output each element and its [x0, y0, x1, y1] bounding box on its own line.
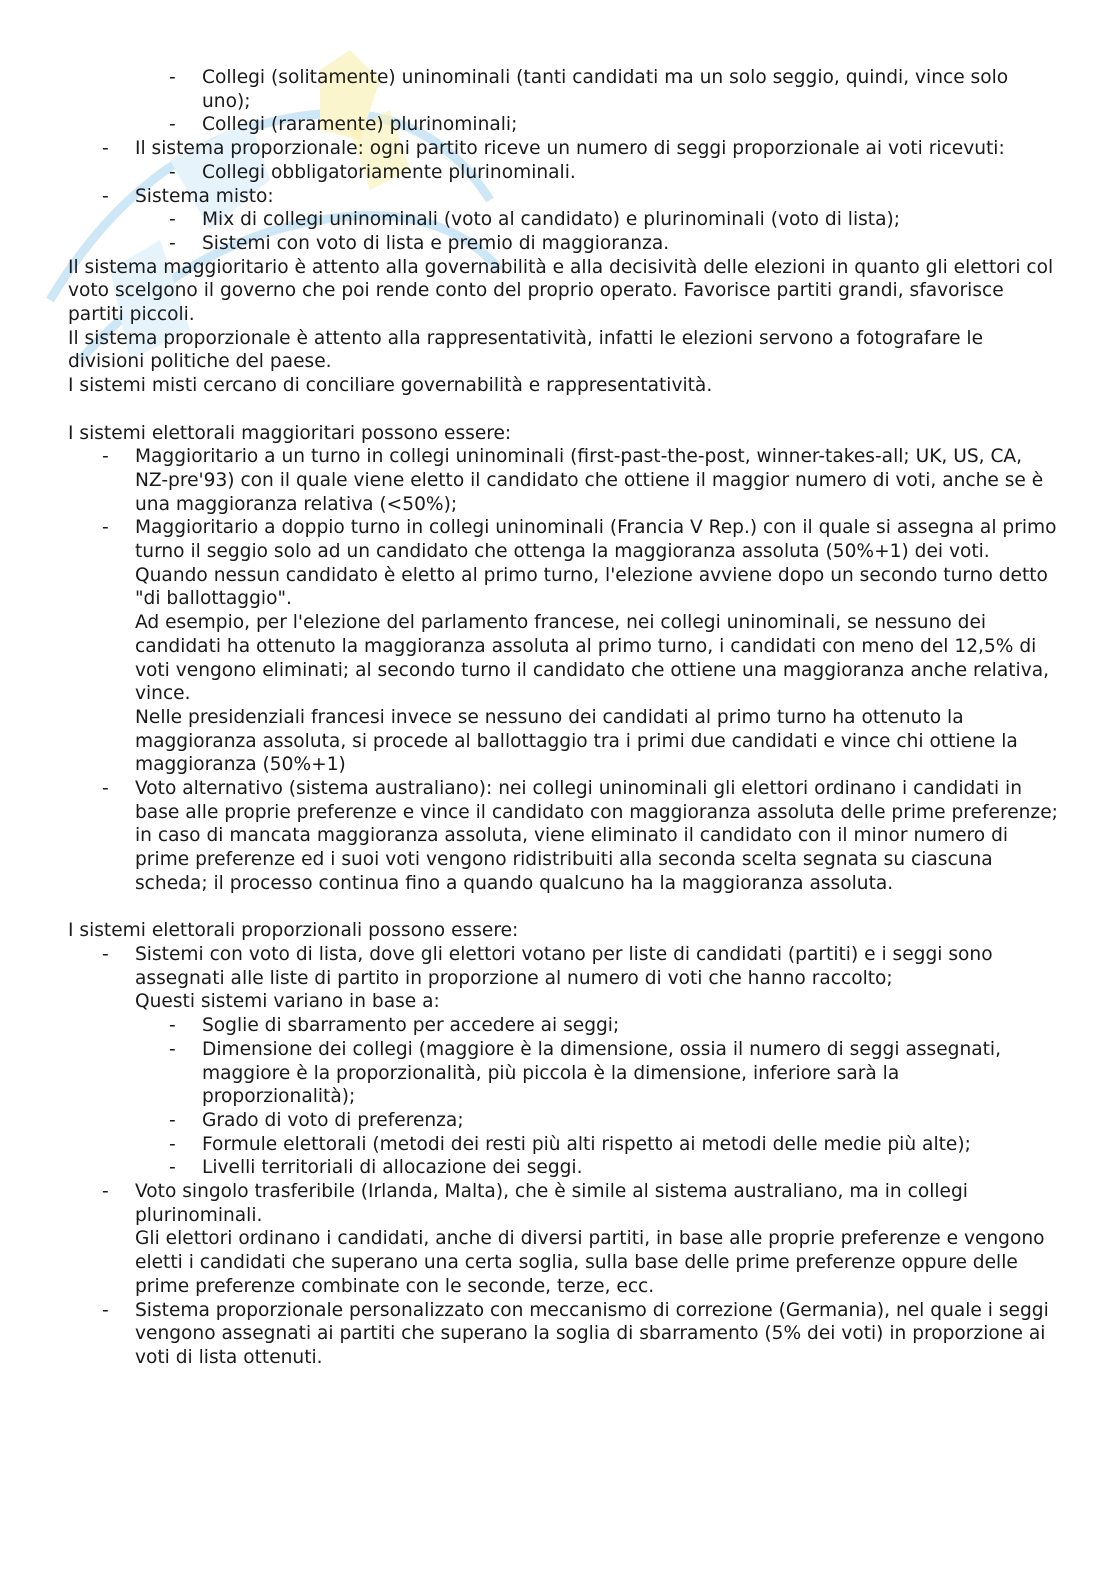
list-item: - Collegi (solitamente) uninominali (tanti candidati ma un solo seggio, quindi, vince solo uno); [169, 67, 1009, 112]
list-item: - Mix di collegi uninominali (voto al candidato) e plurinominali (voto di lista); [169, 209, 901, 231]
list-item: - Maggioritario a un turno in collegi uninominali (first-past-the-post, winner-takes-all; UK, US, CA, NZ-pre'93) con il quale viene eletto il candidato che ottiene il maggior numero di voti, anche se è una maggioranza relativa (<50%); [102, 446, 1044, 515]
list-item: - Collegi (raramente) plurinominali; [169, 114, 518, 136]
list-item: - Voto singolo trasferibile (Irlanda, Malta), che è simile al sistema australiano, ma in collegi plurinominali. [102, 1181, 968, 1226]
list-item-continuation: Gli elettori ordinano i candidati, anche di diversi partiti, in base alle proprie preferenze e vengono eletti i candidati che superano una certa soglia, sulla base delle prime preferenze oppure delle prime preferenze combinate con le seconde, terze, ecc. [135, 1228, 1045, 1297]
list-item-continuation: Ad esempio, per l'elezione del parlamento francese, nei collegi uninominali, se nessuno dei candidati ha ottenuto la maggioranza assoluta al primo turno, i candidati con meno del 12,5% di voti vengono eliminati; al secondo turno il candidato che ottiene una maggioranza anche relativa, vince. [135, 612, 1050, 705]
sub-list-item: - Grado di voto di preferenza; [169, 1109, 464, 1131]
list-item-continuation: Nelle presidenziali francesi invece se nessuno dei candidati al primo turno ha ottenuto la maggioranza assoluta, si procede al ballottaggio tra i primi due candidati e vince chi ottiene la maggioranza (50%+1) [135, 706, 1018, 776]
heading-maggioritari: I sistemi elettorali maggioritari possono essere: [68, 422, 512, 444]
list-item: - Voto alternativo (sistema australiano): nei collegi uninominali gli elettori ordinano i candidati in base alle proprie preferenze e vince il candidato con maggioranza assoluta delle prime preferenze; in caso di mancata maggioranza assoluta, viene eliminato il candidato con il minor numero di prime preferenze ed i suoi voti vengono ridistribuiti alla seconda scelta segnata su ciascuna scheda; il processo continua fino a quando qualcuno ha la maggioranza assoluta. [102, 778, 1058, 894]
list-item-continuation: Quando nessun candidato è eletto al primo turno, l'elezione avviene dopo un secondo turno detto "di ballottaggio". [135, 564, 1048, 610]
list-item: - Sistema misto: [102, 185, 274, 207]
list-item-continuation: Questi sistemi variano in base a: [135, 991, 440, 1013]
list-item: - Sistemi con voto di lista e premio di maggioranza. [169, 232, 670, 254]
document-body [68, 66, 1058, 1370]
sub-list-item: - Dimensione dei collegi (maggiore è la dimensione, ossia il numero di seggi assegnati, maggiore è la proporzionalità, più piccola è la dimensione, inferiore sarà la proporzionalità); [169, 1038, 1001, 1108]
heading-proporzionali: I sistemi elettorali proporzionali possono essere: [68, 920, 519, 942]
sub-list-item: - Soglie di sbarramento per accedere ai seggi; [169, 1015, 620, 1037]
paragraph-maggioritario: Il sistema maggioritario è attento alla governabilità e alla decisività delle elezioni in quanto gli elettori col voto scelgono il governo che poi rende conto del proprio operato. Favorisce partiti grandi, sfavorisce partiti piccoli. [68, 256, 1054, 326]
sub-list-item: - Formule elettorali (metodi dei resti più alti rispetto ai metodi delle medie più alte); [169, 1133, 971, 1155]
list-item: - Il sistema proporzionale: ogni partito riceve un numero di seggi proporzionale ai voti ricevuti: [102, 138, 1005, 160]
list-item: - Maggioritario a doppio turno in collegi uninominali (Francia V Rep.) con il quale si assegna al primo turno il seggio solo ad un candidato che ottenga la maggioranza assoluta (50%+1) dei voti. [102, 517, 1057, 563]
paragraph-misti: I sistemi misti cercano di conciliare governabilità e rappresentatività. [68, 375, 713, 397]
list-item: - Sistema proporzionale personalizzato con meccanismo di correzione (Germania), nel quale i seggi vengono assegnati ai partiti che superano la soglia di sbarramento (5% dei voti) in proporzione ai voti di lista ottenuti. [102, 1299, 1049, 1368]
list-item: - Collegi obbligatoriamente plurinominali. [169, 161, 576, 183]
sub-list-item: - Livelli territoriali di allocazione dei seggi. [169, 1157, 583, 1179]
list-item: - Sistemi con voto di lista, dove gli elettori votano per liste di candidati (partiti) e i seggi sono assegnati alle liste di partito in proporzione al numero di voti che hanno raccolto; [102, 943, 993, 989]
paragraph-proporzionale: Il sistema proporzionale è attento alla rappresentatività, infatti le elezioni servono a fotografare le divisioni politiche del paese. [68, 327, 984, 373]
